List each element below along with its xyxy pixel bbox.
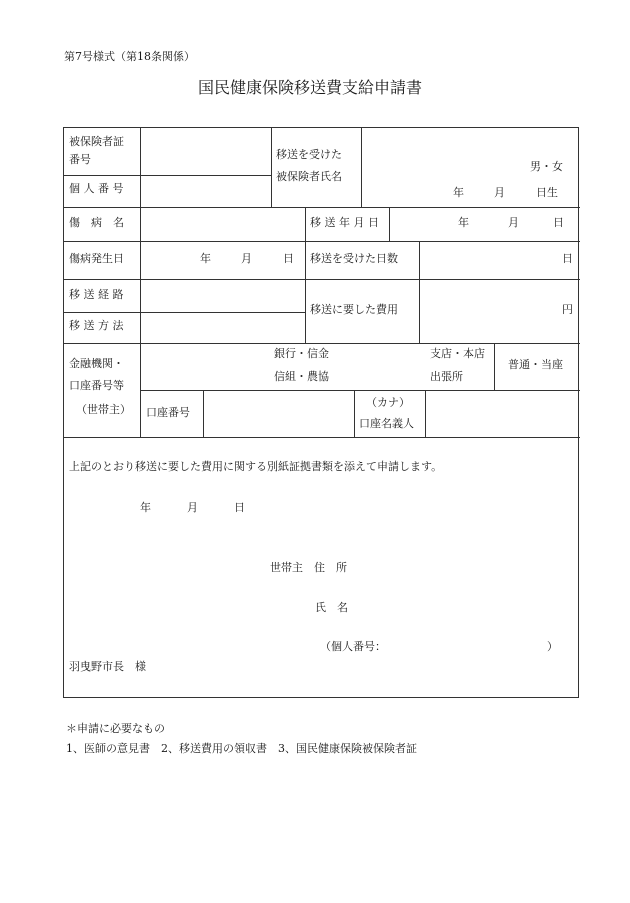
individual-number-field[interactable] [141,175,269,205]
insured-card-label: 被保険者証 [69,135,124,148]
declaration-text: 上記のとおり移送に要した費用に関する別紙証拠書類を添えて申請します。 [69,460,443,473]
account-number-field[interactable] [204,390,352,435]
onset-day: 日 [283,252,294,265]
transfer-year: 年 [458,216,469,229]
column-divider [305,207,306,343]
page-title: 国民健康保険移送費支給申請書 [198,78,423,97]
transfer-days-unit: 日 [562,252,573,265]
onset-month: 月 [241,252,252,265]
disease-name-field[interactable] [141,207,303,239]
transfer-route-field[interactable] [141,280,303,310]
account-number-label: 口座番号 [146,406,190,419]
account-type-selector[interactable]: 普通・当座 [508,358,563,371]
dob-day: 日生 [536,186,558,199]
kana-label: （カナ） [366,396,410,409]
row-divider [64,343,580,344]
transfer-date-label: 移 送 年 月 日 [310,216,379,229]
transfer-day: 日 [553,216,564,229]
branch-type-1[interactable]: 支店・本店 [430,347,485,360]
column-divider [419,241,420,343]
declaration-day: 日 [234,501,245,514]
onset-year: 年 [200,252,211,265]
bank-label-3: （世帯主） [76,403,131,416]
bank-type-2[interactable]: 信組・農協 [274,370,329,383]
householder-individual-number-close: ） [547,640,558,653]
transfer-method-field[interactable] [141,312,303,341]
insured-card-number-field[interactable] [141,128,269,174]
column-divider [354,390,355,437]
disease-name-label: 傷 病 名 [69,216,124,229]
householder-address-label: 世帯主 住 所 [270,561,347,574]
transfer-cost-unit: 円 [562,303,573,316]
bank-label-2: 口座番号等 [69,379,124,392]
individual-number-label: 個 人 番 号 [69,182,124,195]
transfer-cost-label: 移送に要した費用 [310,303,398,316]
gender-selector[interactable]: 男・女 [530,160,563,173]
bank-label-1: 金融機関・ [69,357,124,370]
declaration-year: 年 [140,501,151,514]
transferred-person-label: 移送を受けた [276,148,342,161]
transfer-month: 月 [508,216,519,229]
requirements-list: 1、医師の意見書 2、移送費用の領収書 3、国民健康保険被保険者証 [66,742,417,755]
transfer-days-label: 移送を受けた日数 [310,252,398,265]
onset-date-label: 傷病発生日 [69,252,124,265]
addressee: 羽曳野市長 様 [69,660,146,673]
dob-month: 月 [494,186,505,199]
row-divider [64,437,580,438]
column-divider [494,343,495,390]
transfer-route-label: 移 送 経 路 [69,288,124,301]
declaration-month: 月 [187,501,198,514]
householder-individual-number-open: （個人番号： [320,640,386,653]
transfer-method-label: 移 送 方 法 [69,319,124,332]
insured-card-label-2: 番号 [69,153,91,166]
account-holder-field[interactable] [425,390,577,435]
column-divider [389,207,390,241]
column-divider [271,128,272,207]
row-divider [64,241,580,242]
form-number: 第7号様式（第18条関係） [64,50,195,63]
requirements-heading: ＊申請に必要なもの [66,722,165,735]
transferred-person-label-2: 被保険者氏名 [276,170,342,183]
account-holder-label: 口座名義人 [359,417,414,430]
bank-type-1[interactable]: 銀行・信金 [274,347,329,360]
dob-year: 年 [453,186,464,199]
branch-type-2[interactable]: 出張所 [430,370,463,383]
householder-name-label: 氏 名 [315,601,348,614]
